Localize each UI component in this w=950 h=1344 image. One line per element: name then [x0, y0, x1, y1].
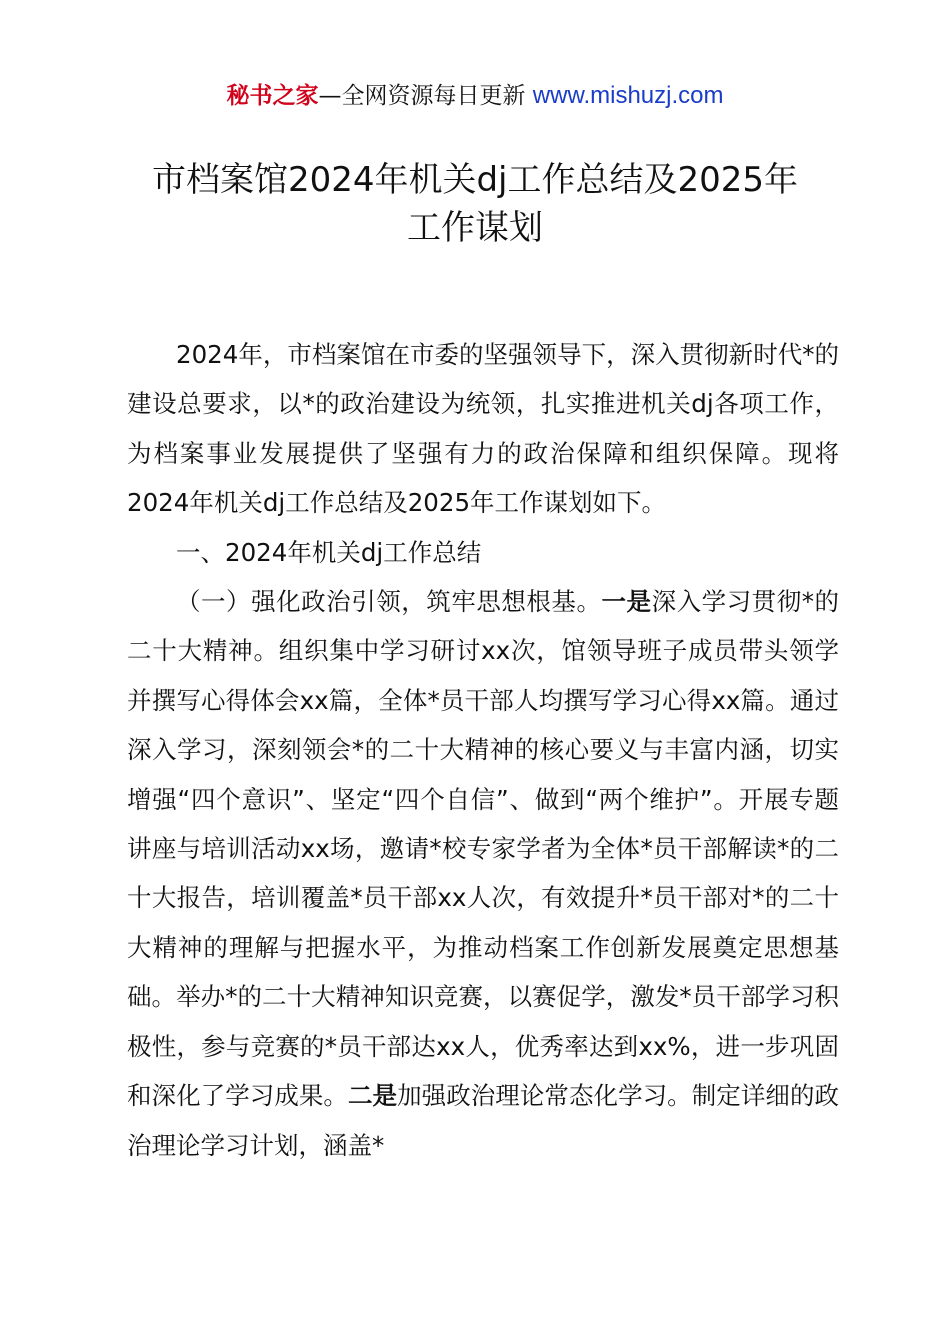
header-tagline: —全网资源每日更新 — [318, 83, 533, 109]
point-2-text: 加强政治理论常态化学习。制定详细的政治理论学习计划，涵盖* — [127, 1081, 840, 1160]
document-body — [127, 330, 839, 1170]
point-1-label: 一是 — [601, 587, 652, 617]
point-2-label: 二是 — [347, 1081, 398, 1111]
section-paragraph — [127, 577, 839, 1170]
title-line-2: 工作谋划 — [407, 208, 543, 248]
title-line-1: 市档案馆2024年机关dj工作总结及2025年 — [151, 160, 799, 200]
intro-paragraph: 2024年，市档案馆在市委的坚强领导下，深入贯彻新时代*的建设总要求，以*的政治建设为统领，扎实推进机关dj各项工作，为档案事业发展提供了坚强有力的政治保障和组织保障。现将2024年机关dj工作总结及2025年工作谋划如下。 — [127, 340, 839, 518]
site-url-link[interactable]: www.mishuzj.com — [532, 82, 724, 109]
section-heading: 一、2024年机关dj工作总结 — [176, 537, 482, 567]
brand-name: 秘书之家 — [226, 83, 319, 109]
document-title — [100, 156, 850, 252]
point-1-text: 深入学习贯彻*的二十大精神。组织集中学习研讨xx次，馆领导班子成员带头领学并撰写心得体会xx篇，全体*员干部人均撰写学习心得xx篇。通过深入学习，深刻领会*的二十大精神的核心要义与丰富内涵，切实增强“四个意识”、坚定“四个自信”、做到“两个维护”。开展专题讲座与培训活动xx场，邀请*校专家学者为全体*员干部解读*的二十大报告，培训覆盖*员干部xx人次，有效提升*员干部对*的二十大精神的理解与把握水平，为推动档案工作创新发展奠定思想基础。举办*的二十大精神知识竞赛，以赛促学，激发*员干部学习积极性，参与竞赛的*员干部达xx人，优秀率达到xx%，进一步巩固和深化了学习成果。 — [127, 587, 840, 1111]
site-header — [0, 80, 950, 112]
sub-heading: （一）强化政治引领，筑牢思想根基。 — [176, 587, 602, 617]
